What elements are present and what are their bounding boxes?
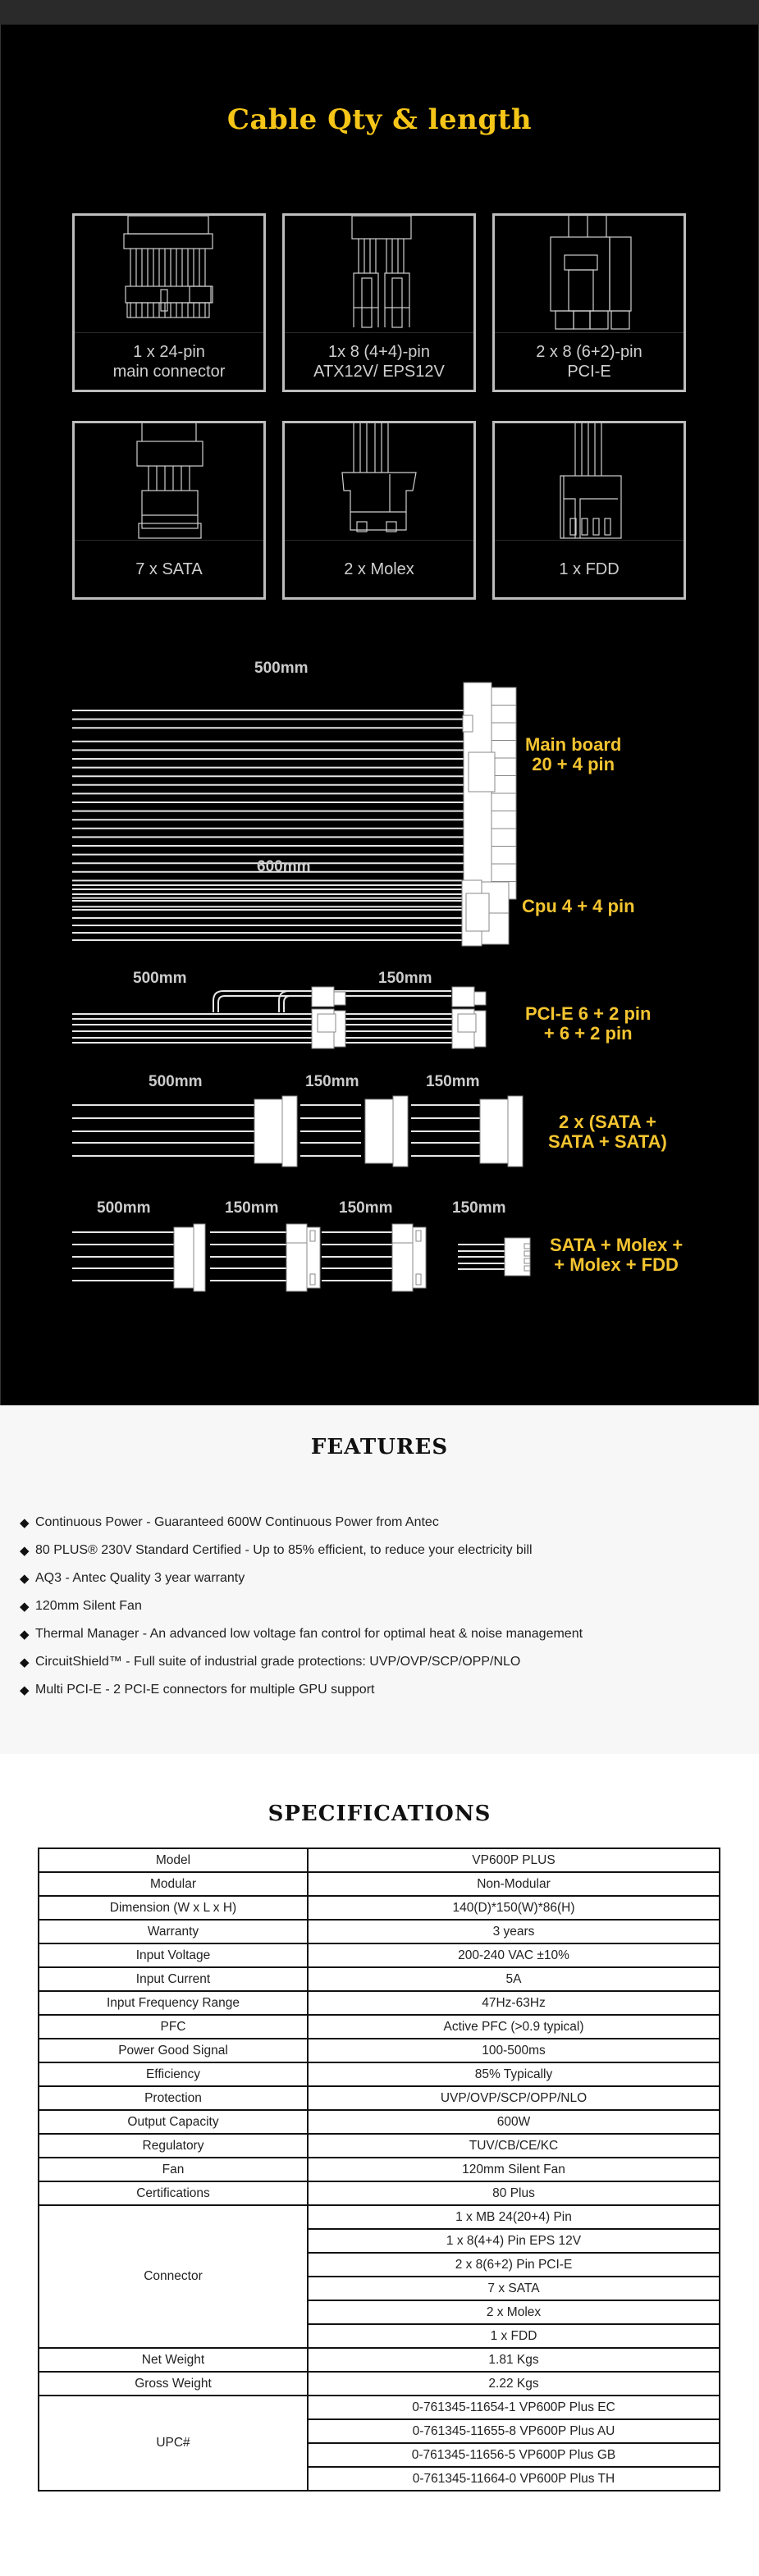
spec-key: UPC# [39,2396,308,2491]
cable-label-sata [548,1112,667,1152]
spec-value: 7 x SATA [308,2277,720,2300]
cable-label-line2: SATA + SATA) [548,1131,667,1152]
spec-row [39,1967,720,1991]
sata-connector-body [254,1099,282,1163]
box-label-line1: 2 x Molex [344,560,414,578]
spec-key: Input Voltage [39,1943,308,1967]
sata-connector-body [365,1099,393,1163]
spec-value: 2.22 Kgs [308,2372,720,2396]
spec-value: 1 x MB 24(20+4) Pin [308,2205,720,2229]
cable-label-line2: + 6 + 2 pin [543,1023,633,1044]
diamond-bullet-icon: ◆ [20,1572,30,1586]
sata-connector-lip [194,1224,205,1291]
spec-row [39,2134,720,2158]
length-label: 150mm [225,1199,279,1217]
spec-row [39,2181,720,2205]
diamond-bullet-icon: ◆ [20,1600,30,1614]
features-list [20,1509,583,1704]
spec-value: 1.81 Kgs [308,2348,720,2372]
molex-connector-body [392,1224,413,1291]
pcie-2pin-connector [312,987,334,1007]
spec-key: Model [39,1848,308,1872]
fdd-pin [524,1251,530,1256]
feature-text: 80 PLUS® 230V Standard Certified - Up to 85% efficient, to reduce your electricity bill [35,1543,533,1557]
molex-clip [310,1274,315,1285]
spec-value: TUV/CB/CE/KC [308,2134,720,2158]
spec-value: 1 x 8(4+4) Pin EPS 12V [308,2229,720,2253]
spec-row [39,2396,720,2419]
cable-label-line1: Main board [525,734,622,755]
spec-key: Input Frequency Range [39,1991,308,2015]
box-label-line2: ATX12V/ EPS12V [313,362,445,381]
spec-key: Power Good Signal [39,2039,308,2062]
spec-value: 1 x FDD [308,2324,720,2348]
latch [466,893,489,931]
feature-text: Continuous Power - Guaranteed 600W Continuous Power from Antec [35,1515,439,1529]
spec-key: Modular [39,1872,308,1896]
feature-item [20,1648,583,1676]
spec-value: 47Hz-63Hz [308,1991,720,2015]
cable-label-line1: SATA + Molex + [550,1235,684,1255]
feature-item [20,1592,583,1620]
spec-key: Regulatory [39,2134,308,2158]
spec-row [39,1991,720,2015]
feature-text: 120mm Silent Fan [35,1599,142,1613]
spec-key: Fan [39,2158,308,2181]
box-label-line1: 7 x SATA [135,560,203,578]
feature-text: Thermal Manager - An advanced low voltage fan control for optimal heat & noise management [35,1627,583,1641]
box-label-line1: 1x 8 (4+4)-pin [328,342,430,361]
length-label: 600mm [257,858,311,875]
spec-row [39,2372,720,2396]
spec-key: Gross Weight [39,2372,308,2396]
latch [318,1014,336,1032]
feature-item [20,1564,583,1592]
box-label-line1: 1 x FDD [559,560,620,578]
spec-key: Input Current [39,1967,308,1991]
cable-sata-molex-fdd [72,1224,530,1291]
latch [458,1014,476,1032]
box-label-line1: 2 x 8 (6+2)-pin [536,342,642,361]
length-label: 150mm [426,1073,480,1090]
spec-value: 0-761345-11664-0 VP600P Plus TH [308,2467,720,2491]
cable-label-line1: 2 x (SATA + [559,1112,656,1132]
sata-connector-lip [393,1096,408,1167]
molex-clip [416,1274,421,1285]
cable-label-line2: + Molex + FDD [554,1254,679,1275]
features-section [0,1405,759,1754]
diamond-bullet-icon: ◆ [20,1683,30,1697]
sata-connector-body [174,1227,194,1288]
pcie-2pin-wire [218,996,312,1012]
length-label: 150mm [339,1199,393,1217]
spec-row [39,1896,720,1920]
pcie-2pin-wire [279,991,451,1012]
spec-key: Warranty [39,1920,308,1943]
features-title: FEATURES [310,1435,449,1459]
sata-connector-lip [282,1096,297,1167]
cable-label-sata-molex-fdd [550,1235,683,1275]
pcie-2pin-connector [452,987,474,1007]
fdd-pin [524,1258,530,1263]
spec-value: VP600P PLUS [308,1848,720,1872]
spec-value: 100-500ms [308,2039,720,2062]
diamond-bullet-icon: ◆ [20,1516,30,1530]
pcie-2pin-tip [334,992,345,1005]
spec-row [39,1943,720,1967]
cable-label-pcie [525,1004,651,1044]
length-label: 500mm [149,1073,203,1090]
diamond-bullet-icon: ◆ [20,1544,30,1558]
cable-section-title: Cable Qty & length [226,103,533,136]
spec-value: 0-761345-11654-1 VP600P Plus EC [308,2396,720,2419]
spec-value: 120mm Silent Fan [308,2158,720,2181]
cable-label-line2: 20 + 4 pin [532,754,615,774]
spec-value: 200-240 VAC ±10% [308,1943,720,1967]
spec-row [39,2086,720,2110]
spec-row [39,2062,720,2086]
fdd-pin [524,1244,530,1249]
spec-row [39,2015,720,2039]
spec-row [39,1848,720,1872]
spec-key: Protection [39,2086,308,2110]
box-label-line1: 1 x 24-pin [133,342,205,361]
spec-value: 3 years [308,1920,720,1943]
pcie-2pin-wire [213,991,312,1012]
cable-sata [72,1096,523,1167]
length-label: 150mm [378,970,432,987]
spec-value: 0-761345-11656-5 VP600P Plus GB [308,2443,720,2467]
feature-item [20,1509,583,1537]
length-label: 500mm [133,970,187,987]
pcie-2pin-wire [284,996,451,1012]
length-label: 150mm [305,1073,359,1090]
spec-row [39,2205,720,2229]
spec-key: Output Capacity [39,2110,308,2134]
sata-connector-body [480,1099,508,1163]
molex-clip [310,1231,315,1241]
box-label-line2: main connector [112,362,226,381]
fdd-pin [524,1266,530,1271]
spec-row [39,2348,720,2372]
spec-value: 85% Typically [308,2062,720,2086]
cable-label-line1: Cpu 4 + 4 pin [522,896,635,916]
diamond-bullet-icon: ◆ [20,1656,30,1669]
cable-label-line1: PCI-E 6 + 2 pin [525,1003,652,1024]
spec-key: Efficiency [39,2062,308,2086]
spec-value: 80 Plus [308,2181,720,2205]
feature-text: Multi PCI-E - 2 PCI-E connectors for multiple GPU support [35,1683,375,1697]
spec-value: 0-761345-11655-8 VP600P Plus AU [308,2419,720,2443]
feature-item [20,1620,583,1648]
molex-connector-body [286,1224,307,1291]
length-label: 500mm [97,1199,151,1217]
spec-row [39,1920,720,1943]
feature-item [20,1537,583,1564]
spec-key: PFC [39,2015,308,2039]
length-label: 150mm [452,1199,506,1217]
clip [463,715,473,732]
box-label-line2: PCI-E [567,362,611,381]
latch [469,752,495,792]
spec-value: 5A [308,1967,720,1991]
spec-key: Dimension (W x L x H) [39,1896,308,1920]
spec-key: Net Weight [39,2348,308,2372]
spec-value: 600W [308,2110,720,2134]
spec-row [39,2158,720,2181]
length-label: 500mm [254,660,309,677]
feature-text: CircuitShield™ - Full suite of industrial grade protections: UVP/OVP/SCP/OPP/NLO [35,1655,521,1669]
specifications-title: SPECIFICATIONS [267,1802,492,1826]
spec-value: 2 x Molex [308,2300,720,2324]
spec-row [39,2110,720,2134]
sata-connector-lip [508,1096,523,1167]
spec-value: 2 x 8(6+2) Pin PCI-E [308,2253,720,2277]
spec-key: Certifications [39,2181,308,2205]
feature-text: AQ3 - Antec Quality 3 year warranty [35,1571,245,1585]
cable-label-main-board [525,735,621,774]
cable-pcie [72,987,486,1048]
spec-value: 140(D)*150(W)*86(H) [308,1896,720,1920]
spec-value: Active PFC (>0.9 typical) [308,2015,720,2039]
spec-key: Connector [39,2205,308,2348]
spec-value: UVP/OVP/SCP/OPP/NLO [308,2086,720,2110]
molex-clip [416,1231,421,1241]
specifications-table [38,1848,720,2492]
cable-label-cpu [522,897,635,916]
spec-value: Non-Modular [308,1872,720,1896]
diamond-bullet-icon: ◆ [20,1628,30,1642]
pcie-2pin-tip [474,992,486,1005]
spec-row [39,1872,720,1896]
feature-item [20,1676,583,1704]
spec-row [39,2039,720,2062]
